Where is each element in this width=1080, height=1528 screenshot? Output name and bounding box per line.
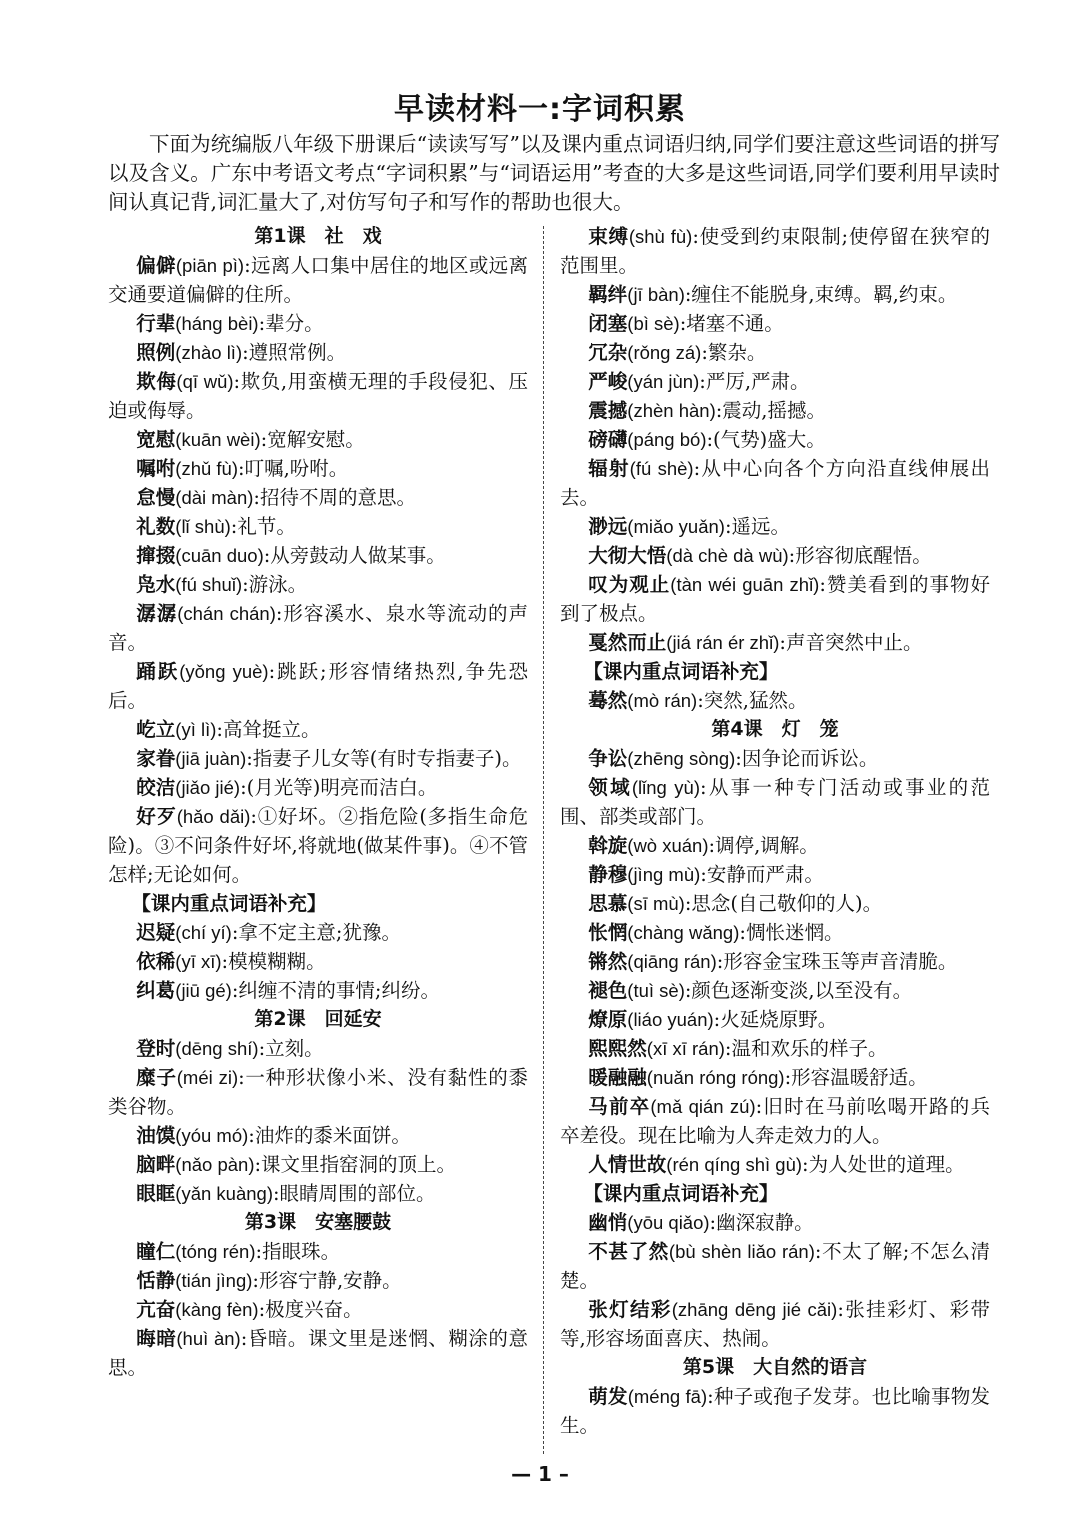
vocab-word: 领域 [588, 776, 632, 799]
vocab-pinyin: (jiū gé) [175, 980, 232, 1001]
vocab-definition: :招待不周的意思。 [253, 486, 416, 509]
vocab-entry [108, 512, 528, 541]
vocab-pinyin: (piān pì) [175, 255, 245, 276]
vocab-pinyin: (yōu qiǎo) [627, 1212, 710, 1233]
vocab-entry [560, 1034, 990, 1063]
vocab-pinyin: (qiāng rán) [627, 951, 717, 972]
vocab-word: 糜子 [136, 1066, 177, 1089]
vocab-definition: :拿不定主意;犹豫。 [231, 921, 401, 944]
vocab-definition: :(月光等)明亮而洁白。 [240, 776, 438, 799]
vocab-pinyin: (jìng mù) [627, 864, 701, 885]
vocab-word: 束缚 [588, 225, 629, 248]
vocab-word: 暖融融 [588, 1066, 647, 1089]
vocab-word: 宽慰 [136, 428, 176, 451]
vocab-definition: :使受到约束限制;使停留在狭窄的范围里。 [560, 225, 991, 277]
vocab-definition: :游泳。 [242, 573, 308, 596]
vocab-definition: :极度兴奋。 [258, 1298, 363, 1321]
vocab-entry [108, 657, 528, 715]
vocab-word: 屹立 [136, 718, 176, 741]
vocab-entry [108, 802, 528, 889]
vocab-word: 怅惘 [588, 921, 628, 944]
vocab-word: 纠葛 [136, 979, 176, 1002]
vocab-pinyin: (nǎo pàn) [175, 1154, 255, 1175]
vocab-definition: :繁杂。 [701, 341, 767, 364]
vocab-pinyin: (dēng shí) [175, 1038, 259, 1059]
vocab-entry [108, 425, 528, 454]
vocab-pinyin: (zhēng sòng) [627, 748, 736, 769]
vocab-pinyin: (zhǔ fù) [175, 458, 238, 479]
vocab-word: 燎原 [588, 1008, 628, 1031]
vocab-pinyin: (chí yí) [175, 922, 232, 943]
vocab-definition: :张挂彩灯、彩带等,形容场面喜庆、热闹。 [560, 1298, 990, 1350]
vocab-word: 思慕 [588, 892, 628, 915]
vocab-word: 好歹 [136, 805, 177, 828]
vocab-word: 争讼 [588, 747, 628, 770]
vocab-word: 羁绊 [588, 283, 628, 306]
vocab-pinyin: (jiā juàn) [175, 748, 247, 769]
vocab-pinyin: (miǎo yuǎn) [627, 516, 725, 537]
vocab-entry [560, 309, 990, 338]
vocab-definition: :旧时在马前吆喝开路的兵卒差役。现在比喻为人奔走效力的人。 [560, 1095, 990, 1147]
vocab-pinyin: (tóng rén) [175, 1241, 256, 1262]
vocab-pinyin: (rǒng zá) [627, 342, 702, 363]
vocab-definition: :形容金宝珠玉等声音清脆。 [716, 950, 958, 973]
vocab-pinyin: (dà chè dà wù) [666, 545, 789, 566]
vocab-word: 潺潺 [136, 602, 178, 625]
vocab-entry [108, 1034, 528, 1063]
vocab-definition: :辈分。 [258, 312, 324, 335]
vocab-pinyin: (lǐng yù) [631, 777, 700, 798]
vocab-entry [560, 773, 990, 831]
vocab-word: 家眷 [136, 747, 176, 770]
vocab-pinyin: (xī xī rán) [646, 1038, 725, 1059]
vocab-definition: :从事一种专门活动或事业的范围、部类或部门。 [560, 776, 990, 828]
vocab-word: 叹为观止 [588, 573, 671, 596]
vocab-word: 欺侮 [136, 370, 177, 393]
vocab-definition: :课文里指窑洞的顶上。 [254, 1153, 457, 1176]
vocab-pinyin: (jī bàn) [627, 284, 685, 305]
lesson-heading: 第5课 大自然的语言 [682, 1356, 868, 1378]
vocab-word: 严峻 [588, 370, 628, 393]
vocab-definition: :指眼珠。 [255, 1240, 341, 1263]
supplement-heading: 【课内重点词语补充】 [583, 660, 779, 683]
vocab-definition: :赞美看到的事物好到了极点。 [560, 573, 990, 625]
vocab-definition: :宽解安慰。 [260, 428, 365, 451]
vocab-definition: :火延烧原野。 [713, 1008, 838, 1031]
vocab-pinyin: (méi zi) [176, 1067, 239, 1088]
vocab-pinyin: (zhāng dēng jié cǎi) [671, 1299, 838, 1320]
vocab-pinyin: (mǎ qián zú) [650, 1096, 756, 1117]
vocab-word: 照例 [136, 341, 176, 364]
vocab-definition: :遵照常例。 [242, 341, 347, 364]
vocab-word: 踊跃 [136, 660, 180, 683]
vocab-entry [108, 1266, 528, 1295]
vocab-definition: :(气势)盛大。 [706, 428, 826, 451]
vocab-entry [108, 454, 528, 483]
vocab-entry [560, 541, 990, 570]
vocab-definition: :震动,摇撼。 [715, 399, 827, 422]
vocab-pinyin: (cuān duo) [175, 545, 264, 566]
vocab-definition: :油炸的黍米面饼。 [248, 1124, 411, 1147]
vocab-entry [108, 1150, 528, 1179]
vocab-pinyin: (tián jìng) [175, 1270, 253, 1291]
vocab-definition: :一种形状像小米、没有黏性的黍类谷物。 [108, 1066, 528, 1118]
vocab-pinyin: (huì àn) [176, 1328, 241, 1349]
vocab-pinyin: (mò rán) [627, 690, 698, 711]
vocab-entry [108, 1237, 528, 1266]
vocab-pinyin: (kuān wèi) [175, 429, 261, 450]
vocab-word: 冗杂 [588, 341, 628, 364]
left-column [108, 222, 528, 1382]
vocab-entry [560, 1237, 990, 1295]
vocab-word: 油馍 [136, 1124, 176, 1147]
vocab-pinyin: (kàng fèn) [175, 1299, 259, 1320]
vocab-definition: :遥远。 [724, 515, 791, 538]
vocab-entry [560, 570, 990, 628]
vocab-definition: :幽深寂静。 [709, 1211, 814, 1234]
vocab-word: 张灯结彩 [588, 1298, 672, 1321]
vocab-definition: :①好坏。②指危险(多指生命危险)。③不问条件好坏,将就地(做某件事)。④不管怎样;无论如何。 [108, 805, 528, 886]
vocab-entry [560, 686, 990, 715]
vocab-entry [560, 831, 990, 860]
vocab-entry [560, 1208, 990, 1237]
vocab-entry [560, 1382, 990, 1440]
vocab-definition: :缠住不能脱身,束缚。羁,约束。 [684, 283, 958, 306]
vocab-pinyin: (chàng wǎng) [627, 922, 740, 943]
vocab-entry [560, 222, 990, 280]
vocab-entry [108, 367, 528, 425]
vocab-definition: :昏暗。课文里是迷惘、糊涂的意思。 [108, 1327, 528, 1379]
vocab-word: 闭塞 [588, 312, 628, 335]
vocab-word: 褪色 [588, 979, 628, 1002]
vocab-word: 凫水 [136, 573, 176, 596]
vocab-entry [560, 512, 990, 541]
vocab-definition: :颜色逐渐变淡,以至没有。 [684, 979, 913, 1002]
vocab-word: 渺远 [588, 515, 628, 538]
vocab-pinyin: (bì sè) [627, 313, 680, 334]
vocab-word: 静穆 [588, 863, 628, 886]
vocab-word: 戛然而止 [588, 631, 667, 654]
vocab-entry [560, 338, 990, 367]
vocab-pinyin: (yán jùn) [627, 371, 700, 392]
vocab-word: 礼数 [136, 515, 176, 538]
page-title: 早读材料一:字词积累 [394, 92, 686, 127]
vocab-entry [108, 976, 528, 1005]
vocab-entry [108, 599, 528, 657]
vocab-pinyin: (sī mù) [627, 893, 685, 914]
vocab-definition: :远离人口集中居住的地区或远离交通要道偏僻的住所。 [108, 254, 528, 306]
vocab-word: 依稀 [136, 950, 176, 973]
vocab-entry [108, 773, 528, 802]
vocab-entry [560, 947, 990, 976]
vocab-word: 晦暗 [136, 1327, 177, 1350]
vocab-definition: :不太了解;不怎么清楚。 [560, 1240, 990, 1292]
vocab-entry [560, 1295, 990, 1353]
vocab-word: 偏僻 [136, 254, 176, 277]
vocab-pinyin: (rén qíng shì gù) [666, 1154, 803, 1175]
vocab-pinyin: (háng bèi) [175, 313, 259, 334]
vocab-word: 不甚了然 [588, 1240, 669, 1263]
vocab-entry [560, 1150, 990, 1179]
vocab-pinyin: (tuì sè) [627, 980, 685, 1001]
vocab-pinyin: (chán chán) [177, 603, 276, 624]
vocab-pinyin: (yī xī) [175, 951, 222, 972]
vocab-entry [108, 1179, 528, 1208]
vocab-definition: :欺负,用蛮横无理的手段侵犯、压迫或侮辱。 [108, 370, 528, 422]
vocab-definition: :严厉,严肃。 [699, 370, 810, 393]
vocab-entry [108, 541, 528, 570]
vocab-entry [560, 280, 990, 309]
vocab-pinyin: (nuǎn róng róng) [646, 1067, 785, 1088]
vocab-pinyin: (páng bó) [627, 429, 707, 450]
vocab-pinyin: (méng fā) [627, 1386, 708, 1407]
right-column [560, 222, 990, 1440]
vocab-entry [108, 1324, 528, 1382]
supplement-heading: 【课内重点词语补充】 [131, 892, 327, 915]
vocab-definition: :思念(自己敬仰的人)。 [684, 892, 883, 915]
vocab-entry [108, 309, 528, 338]
vocab-word: 皎洁 [136, 776, 176, 799]
vocab-entry [560, 889, 990, 918]
vocab-word: 恬静 [136, 1269, 176, 1292]
vocab-pinyin: (lǐ shù) [175, 516, 231, 537]
vocab-pinyin: (wò xuán) [627, 835, 709, 856]
vocab-word: 磅礴 [588, 428, 628, 451]
vocab-pinyin: (hǎo dǎi) [176, 806, 251, 827]
vocab-pinyin: (zhào lì) [175, 342, 243, 363]
vocab-definition: :从中心向各个方向沿直线伸展出去。 [560, 457, 990, 509]
vocab-entry [108, 251, 528, 309]
vocab-definition: :因争论而诉讼。 [735, 747, 879, 770]
vocab-entry [560, 454, 990, 512]
vocab-definition: :礼节。 [230, 515, 296, 538]
vocab-definition: :惆怅迷惘。 [739, 921, 844, 944]
lesson-heading: 第4课 灯 笼 [711, 718, 839, 740]
vocab-word: 撺掇 [136, 544, 176, 567]
vocab-entry [560, 1092, 990, 1150]
vocab-definition: :形容彻底醒悟。 [788, 544, 932, 567]
vocab-word: 迟疑 [136, 921, 176, 944]
lesson-heading: 第2课 回延安 [254, 1008, 382, 1030]
vocab-definition: :温和欢乐的样子。 [724, 1037, 888, 1060]
vocab-word: 萌发 [588, 1385, 628, 1408]
column-divider [543, 226, 544, 1454]
vocab-definition: :突然,猛然。 [697, 689, 808, 712]
vocab-word: 震撼 [588, 399, 628, 422]
intro-paragraph: 下面为统编版八年级下册课后“读读写写”以及课内重点词语归纳,同学们要注意这些词语的拼写以及含义。广东中考语文考点“字词积累”与“词语运用”考查的大多是这些词语,同学们要利用早读时间认真记背,词汇量大了,对仿写句子和写作的帮助也很大。 [108, 132, 1000, 214]
vocab-definition: :堵塞不通。 [679, 312, 784, 335]
vocab-definition: :从旁鼓动人做某事。 [263, 544, 446, 567]
vocab-word: 怠慢 [136, 486, 176, 509]
lesson-heading: 第3课 安塞腰鼓 [244, 1211, 392, 1233]
vocab-entry [560, 1063, 990, 1092]
vocab-definition: :纠缠不清的事情;纠纷。 [231, 979, 440, 1002]
vocab-word: 蓦然 [588, 689, 628, 712]
vocab-word: 熙熙然 [588, 1037, 647, 1060]
vocab-entry [560, 367, 990, 396]
vocab-definition: :模模糊糊。 [221, 950, 326, 973]
vocab-definition: :形容溪水、泉水等流动的声音。 [108, 602, 528, 654]
vocab-pinyin: (liáo yuán) [627, 1009, 714, 1030]
vocab-definition: :为人处世的道理。 [802, 1153, 965, 1176]
vocab-word: 登时 [136, 1037, 176, 1060]
vocab-pinyin: (qī wǔ) [176, 371, 234, 392]
vocab-entry [560, 744, 990, 773]
vocab-entry [108, 570, 528, 599]
vocab-pinyin: (dài màn) [175, 487, 254, 508]
vocab-word: 行辈 [136, 312, 176, 335]
vocab-word: 亢奋 [136, 1298, 176, 1321]
vocab-definition: :种子或孢子发芽。也比喻事物发生。 [560, 1385, 990, 1437]
vocab-definition: :声音突然中止。 [779, 631, 923, 654]
vocab-entry [108, 483, 528, 512]
vocab-word: 马前卒 [588, 1095, 651, 1118]
vocab-definition: :调停,调解。 [708, 834, 819, 857]
vocab-definition: :叮嘱,吩咐。 [238, 457, 349, 480]
vocab-word: 脑畔 [136, 1153, 176, 1176]
vocab-pinyin: (shù fù) [628, 226, 693, 247]
vocab-pinyin: (bù shèn liǎo rán) [668, 1241, 815, 1262]
page-number: — 1 – [511, 1462, 569, 1486]
vocab-word: 辐射 [588, 457, 630, 480]
vocab-entry [560, 860, 990, 889]
vocab-pinyin: (yóu mó) [175, 1125, 249, 1146]
vocab-pinyin: (zhèn hàn) [627, 400, 716, 421]
vocab-pinyin: (yǎn kuàng) [175, 1183, 273, 1204]
vocab-word: 眼眶 [136, 1182, 176, 1205]
vocab-pinyin: (jiá rán ér zhǐ) [666, 632, 780, 653]
lesson-heading: 第1课 社 戏 [254, 225, 382, 247]
vocab-entry [108, 1121, 528, 1150]
supplement-heading: 【课内重点词语补充】 [583, 1182, 779, 1205]
vocab-entry [108, 1295, 528, 1324]
vocab-definition: :眼睛周围的部位。 [272, 1182, 436, 1205]
vocab-entry [108, 338, 528, 367]
vocab-pinyin: (jiǎo jié) [175, 777, 241, 798]
vocab-word: 锵然 [588, 950, 628, 973]
vocab-definition: :形容温暖舒适。 [784, 1066, 928, 1089]
vocab-entry [560, 1005, 990, 1034]
vocab-entry [560, 976, 990, 1005]
vocab-pinyin: (yì lì) [175, 719, 217, 740]
vocab-entry [560, 628, 990, 657]
vocab-definition: :高耸挺立。 [216, 718, 321, 741]
vocab-definition: :形容宁静,安静。 [252, 1269, 402, 1292]
vocab-definition: :立刻。 [258, 1037, 324, 1060]
vocab-word: 幽悄 [588, 1211, 628, 1234]
vocab-definition: :跳跃;形容情绪热烈,争先恐后。 [108, 660, 528, 712]
vocab-pinyin: (fú shuǐ) [175, 574, 243, 595]
vocab-entry [108, 744, 528, 773]
vocab-word: 人情世故 [588, 1153, 667, 1176]
vocab-definition: :安静而严肃。 [700, 863, 824, 886]
vocab-entry [108, 918, 528, 947]
vocab-entry [108, 715, 528, 744]
vocab-entry [560, 918, 990, 947]
vocab-entry [560, 425, 990, 454]
vocab-definition: :指妻子儿女等(有时专指妻子)。 [246, 747, 522, 770]
vocab-word: 嘱咐 [136, 457, 176, 480]
vocab-word: 大彻大悟 [588, 544, 667, 567]
vocab-pinyin: (yǒng yuè) [179, 661, 269, 682]
vocab-entry [560, 396, 990, 425]
vocab-pinyin: (fú shè) [629, 458, 694, 479]
vocab-word: 斡旋 [588, 834, 628, 857]
vocab-pinyin: (tàn wéi guān zhǐ) [670, 574, 820, 595]
vocab-word: 瞳仁 [136, 1240, 176, 1263]
vocab-entry [108, 947, 528, 976]
vocab-entry [108, 1063, 528, 1121]
